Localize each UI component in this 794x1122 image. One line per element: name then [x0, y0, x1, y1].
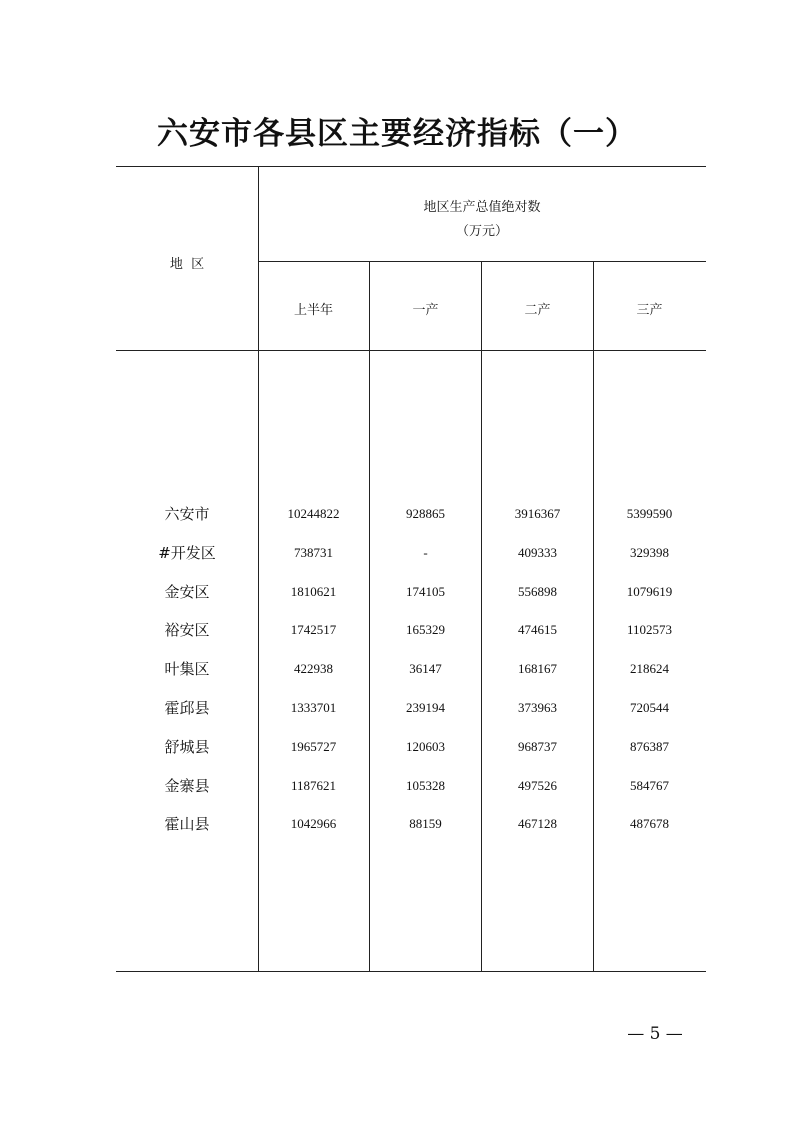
table-cell: 10244822 [287, 506, 340, 521]
table-cell: 968737 [518, 739, 557, 754]
table-row-region: 舒城县 [164, 738, 210, 756]
column-header-primary-industry: 一产 [412, 303, 439, 318]
table-row-region: #开发区 [158, 544, 216, 562]
table-cell: 556898 [518, 584, 557, 599]
table-row-region: 金寨县 [164, 777, 210, 795]
table-cell: 467128 [518, 816, 557, 831]
table-cell: 409333 [518, 545, 557, 560]
table-cell: 329398 [630, 545, 669, 560]
table-cell: 5399590 [626, 506, 673, 521]
table-cell: 422938 [294, 661, 333, 676]
table-bottom-rule [116, 971, 706, 972]
table-cell: 36147 [409, 661, 442, 676]
page-title: 六安市各县区主要经济指标（一） [157, 116, 637, 152]
table-cell: 1042966 [290, 816, 337, 831]
table-cell: 88159 [409, 816, 442, 831]
table-cell: 487678 [630, 816, 669, 831]
table-cell: - [423, 545, 428, 560]
table-column-divider [258, 166, 259, 971]
region-header: 地 区 [169, 257, 205, 272]
table-row-region: 六安市 [164, 505, 210, 523]
table-cell: 165329 [406, 622, 445, 637]
table-row-region: 金安区 [164, 583, 210, 601]
column-header-secondary-industry: 二产 [524, 303, 551, 318]
table-cell: 3916367 [514, 506, 561, 521]
table-cell: 720544 [630, 700, 669, 715]
gdp-group-header: 地区生产总值绝对数 [423, 200, 541, 215]
table-cell: 174105 [406, 584, 445, 599]
unit-label: （万元） [455, 224, 508, 239]
table-column-divider [481, 261, 482, 971]
table-subheader-rule [258, 261, 706, 262]
table-cell: 1965727 [290, 739, 337, 754]
table-cell: 1187621 [290, 778, 337, 793]
table-cell: 120603 [406, 739, 445, 754]
table-cell: 1742517 [290, 622, 337, 637]
table-column-divider [593, 261, 594, 971]
table-column-divider [369, 261, 370, 971]
table-cell: 218624 [630, 661, 669, 676]
table-cell: 584767 [630, 778, 669, 793]
page-number: — 5 — [627, 1024, 683, 1044]
table-cell: 373963 [518, 700, 557, 715]
column-header-tertiary-industry: 三产 [636, 303, 663, 318]
table-row-region: 裕安区 [164, 621, 210, 639]
table-cell: 474615 [518, 622, 557, 637]
table-row-region: 霍邱县 [164, 699, 210, 717]
table-cell: 876387 [630, 739, 669, 754]
table-cell: 1810621 [290, 584, 337, 599]
table-cell: 1102573 [626, 622, 673, 637]
column-header-half-year: 上半年 [293, 303, 333, 318]
table-cell: 738731 [294, 545, 333, 560]
table-top-rule [116, 166, 706, 167]
table-cell: 1333701 [290, 700, 337, 715]
table-row-region: 霍山县 [164, 815, 210, 833]
table-cell: 928865 [406, 506, 445, 521]
table-row-region: 叶集区 [164, 660, 210, 678]
table-header-bottom-rule [116, 350, 706, 351]
table-cell: 1079619 [626, 584, 673, 599]
table-cell: 497526 [518, 778, 557, 793]
table-cell: 239194 [406, 700, 445, 715]
table-cell: 105328 [406, 778, 445, 793]
table-cell: 168167 [518, 661, 557, 676]
